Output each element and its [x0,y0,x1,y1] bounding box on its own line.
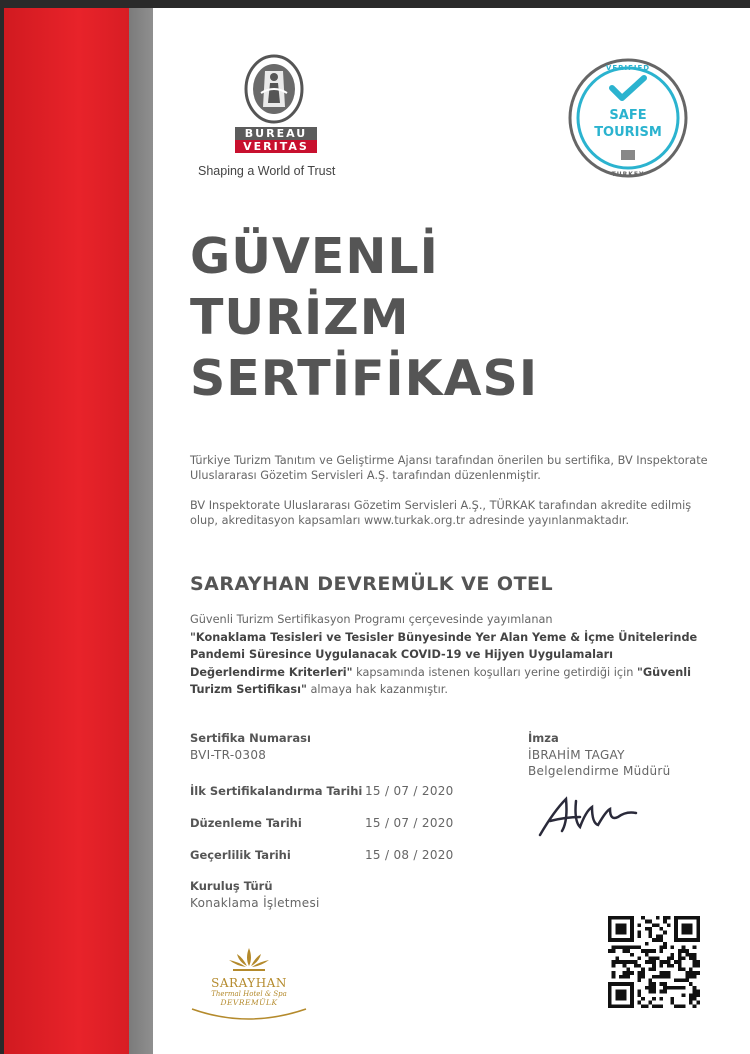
issue-date-label: Düzenleme Tarihi [190,816,302,830]
badge-verified-text: VERIFIED [605,64,651,72]
badge-country-text: TURKEY [611,171,645,178]
bv-word-bureau: BUREAU [235,127,317,140]
bureau-veritas-seal-icon [243,53,305,125]
bv-tagline: Shaping a World of Trust [198,164,336,178]
hotel-subtitle-2: DEVREMÜLK [220,998,278,1007]
award-tail: almaya hak kazanmıştır. [306,683,448,696]
hotel-name: SARAYHAN [211,976,287,990]
award-cert-name: "Güvenli Turizm Sertifikası" [190,665,692,696]
validity-date-label: Geçerlilik Tarihi [190,848,291,862]
sarayhan-hotel-logo [188,944,310,1027]
title-line-2: TURİZM [190,289,410,346]
handwritten-signature-icon [536,791,642,841]
intro-paragraph-2: BV Inspektorate Uluslararası Gözetim Servisleri A.Ş., TÜRKAK tarafından akredite edilmiş olup, akreditasyon kapsamları www.turkak.org.tr adresinde yayınlanmaktadır. [190,499,692,527]
hotel-crown-icon [219,944,279,974]
award-paragraph [190,611,710,699]
first-cert-date-value: 15 / 07 / 2020 [365,784,454,798]
first-cert-date-label: İlk Sertifikalandırma Tarihi [190,784,363,798]
bv-word-veritas: VERITAS [235,140,317,153]
award-lead: Güvenli Turizm Sertifikasyon Programı çerçevesinde yayımlanan [190,613,553,626]
gray-side-band [129,8,153,1054]
hotel-subtitle: Thermal Hotel & Spa [211,990,287,998]
cert-number-label: Sertifika Numarası [190,731,311,745]
signature-label: İmza [528,731,559,745]
badge-safe-text: SAFE [609,108,647,123]
bureau-veritas-logo [198,53,358,178]
hotel-swoosh-icon [188,1007,310,1023]
safe-tourism-badge [566,54,690,188]
badge-tourism-text: TOURISM [594,125,662,140]
qr-code[interactable] [608,916,700,1008]
certificate-title [190,226,710,409]
org-type-value: Konaklama İşletmesi [190,896,320,910]
issue-date-value: 15 / 07 / 2020 [365,816,454,830]
validity-date-value: 15 / 08 / 2020 [365,848,454,862]
intro-paragraph-1: Türkiye Turizm Tanıtım ve Geliştirme Ajansı tarafından önerilen bu sertifika, BV Inspektorate Uluslararası Gözetim Servisleri A.Ş. tarafından düzenlenmiştir. [190,454,708,482]
certificate-page [4,8,750,1054]
org-type-label: Kuruluş Türü [190,879,273,893]
company-name: SARAYHAN DEVREMÜLK VE OTEL [190,573,554,595]
red-side-band [4,8,129,1054]
cert-number-value: BVI-TR-0308 [190,748,267,762]
title-line-3: SERTİFİKASI [190,350,539,407]
title-line-1: GÜVENLİ [190,228,439,285]
signatory-role: Belgelendirme Müdürü [528,764,671,778]
award-criteria: "Konaklama Tesisleri ve Tesisler Bünyesinde Yer Alan Yeme & İçme Ünitelerinde Pandemi Süresince Uygulanacak COVID-19 ve Hijyen Uygulamaları Değerlendirme Kriterleri" [190,630,698,679]
award-middle: kapsamında istenen koşulları yerine getirdiği için [352,665,637,679]
signatory-name: İBRAHİM TAGAY [528,748,625,762]
